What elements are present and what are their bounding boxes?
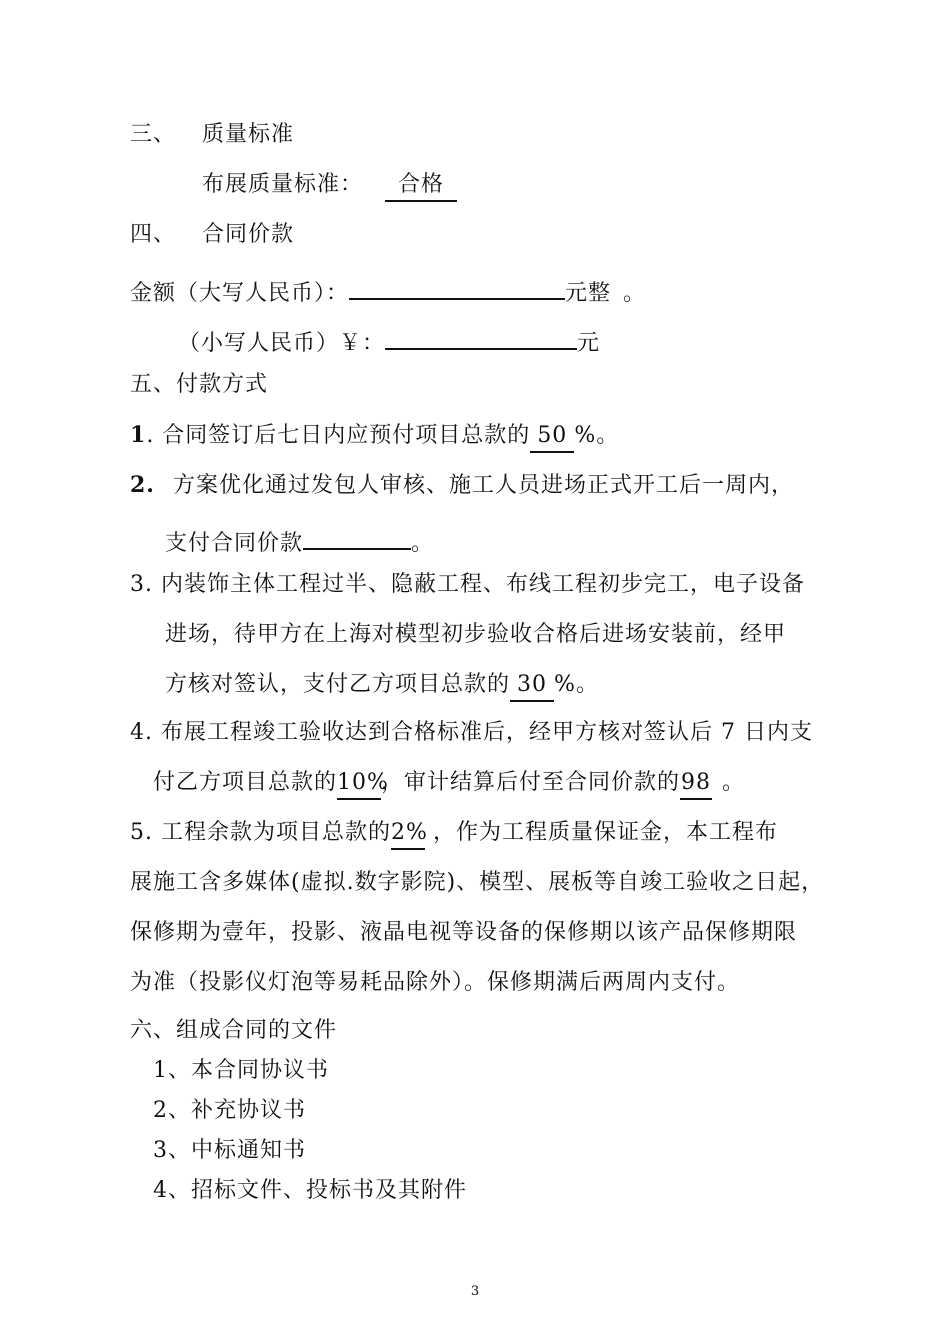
amount-lower-unit: 元 xyxy=(577,331,601,356)
document-list-item: 1、本合同协议书 xyxy=(153,1058,329,1083)
completion-percent-value: 10% xyxy=(337,770,381,800)
payment-item-2-line-2: 支付合同价款 。 xyxy=(165,520,434,550)
payment-item-3-line-1: 3. 内装饰主体工程过半、隐蔽工程、布线工程初步完工，电子设备 xyxy=(130,572,805,597)
page-number: 3 xyxy=(470,1284,480,1299)
section-number: 三、 xyxy=(130,122,177,147)
payment-item-3-line-2: 进场，待甲方在上海对模型初步验收合格后进场安装前，经甲 xyxy=(165,622,787,647)
payment-item-5-line-4: 为准（投影仪灯泡等易耗品除外）。保修期满后两周内支付。 xyxy=(130,970,741,995)
section-number: 四、 xyxy=(130,222,177,247)
amount-upper-end: 。 xyxy=(623,281,647,306)
payment-blank xyxy=(303,520,411,550)
section-3-heading xyxy=(130,120,294,150)
document-list-item: 2、补充协议书 xyxy=(153,1098,306,1123)
payment-item-5-line-2: 展施工含多媒体(虚拟.数字影院)、模型、展板等自竣工验收之日起， xyxy=(130,870,825,895)
amount-lower-row xyxy=(178,320,601,356)
payment-item-5-line-1: 5. 工程余款为项目总款的2% ，作为工程质量保证金，本工程布 xyxy=(130,818,778,848)
payment-item-4-line-2: 付乙方项目总款的10%，审计结算后付至合同价款的98 。 xyxy=(153,768,745,798)
warranty-percent-value: 2% xyxy=(391,820,425,850)
quality-standard-row xyxy=(202,170,457,200)
payment-item-5-line-3: 保修期为壹年，投影、液晶电视等设备的保修期以该产品保修期限 xyxy=(130,920,798,945)
amount-upper-unit: 元整 xyxy=(565,281,612,306)
payment-item-2-line-1: 2. 方案优化通过发包人审核、施工人员进场正式开工后一周内， xyxy=(130,472,794,498)
advance-percent-value: 50 xyxy=(530,423,574,453)
payment-item-3-line-3: 方核对签认，支付乙方项目总款的 30 %。 xyxy=(165,670,599,700)
item-number: 1 xyxy=(130,422,147,448)
amount-upper-row xyxy=(130,270,647,306)
section-title: 质量标准 xyxy=(202,122,295,147)
section-5-heading: 五、付款方式 xyxy=(130,372,269,397)
item-number: 2. xyxy=(130,472,155,498)
amount-upper-blank xyxy=(349,270,565,300)
progress-percent-value: 30 xyxy=(510,672,554,702)
document-list-item: 3、中标通知书 xyxy=(153,1138,306,1163)
payment-item-1: 1. 合同签订后七日内应预付项目总款的 50 %。 xyxy=(130,420,619,450)
section-4-heading xyxy=(130,220,294,250)
section-title: 合同价款 xyxy=(202,222,295,247)
settlement-percent-value: 98 xyxy=(680,770,712,800)
quality-standard-value: 合格 xyxy=(385,172,457,202)
amount-upper-label: 金额（大写人民币）： xyxy=(130,281,350,306)
amount-lower-label: （小写人民币）￥： xyxy=(178,331,386,356)
document-list-item: 4、招标文件、投标书及其附件 xyxy=(153,1178,467,1203)
payment-item-4-line-1: 4. 布展工程竣工验收达到合格标准后，经甲方核对签认后 7 日内支 xyxy=(130,720,813,745)
quality-standard-label: 布展质量标准： xyxy=(202,172,364,197)
amount-lower-blank xyxy=(385,320,577,350)
section-6-heading: 六、组成合同的文件 xyxy=(130,1018,338,1043)
